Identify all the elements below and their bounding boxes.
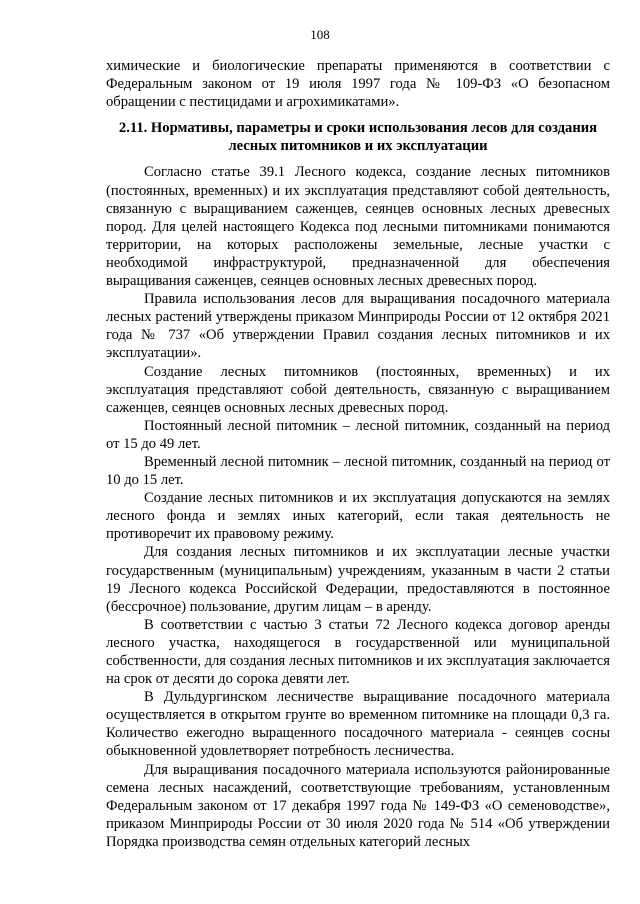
paragraph: Правила использования лесов для выращивания посадочного материала лесных растений утверждены приказом Минприроды России от 12 октября 2021 года № 737 «Об утверждении Правил создания лесных питомников и их эксплуатации». (106, 291, 610, 362)
paragraph: Для выращивания посадочного материала используются районированные семена лесных насаждений, соответствующие требованиям, установленным Федеральным законом от 17 декабря 1997 года № 149-ФЗ «О семеноводстве», приказом Минприроды России от 30 июля 2020 года № 514 «Об утверждении Порядка производства семян отдельных категорий лесных (106, 761, 610, 850)
paragraph: Временный лесной питомник – лесной питомник, созданный на период от 10 до 15 лет. (106, 453, 610, 489)
paragraph: Для создания лесных питомников и их эксплуатации лесные участки государственным (муниципальным) учреждениям, указанным в части 2 статьи 19 Лесного кодекса Российской Федерации, предоставляются в постоянное (бессрочное) пользование, другим лицам – в аренду. (106, 544, 610, 615)
paragraph: В соответствии с частью 3 статьи 72 Лесного кодекса договор аренды лесного участка, находящегося в государственной или муниципальной собственности, для создания лесных питомников и их эксплуатация заключается на срок от десяти до сорока девяти лет. (106, 616, 610, 688)
paragraph: Согласно статье 39.1 Лесного кодекса, создание лесных питомников (постоянных, временных) и их эксплуатация представляют собой деятельность, связанную с выращиванием саженцев, сеянцев основных лесных древесных пород. Для целей настоящего Кодекса под лесными питомниками понимаются территории, на которых расположены земельные, лесные участки с необходимой инфраструктурой, предназначенной для обеспечения выращивания саженцев, сеянцев основных лесных древесных пород. (106, 164, 610, 290)
paragraph: Постоянный лесной питомник – лесной питомник, созданный на период от 15 до 49 лет. (106, 417, 610, 452)
paragraph: В Дульдургинском лесничестве выращивание посадочного материала осуществляется в открытом грунте во временном питомнике на площади 0,3 га. Количество ежегодно выращенного посадочного материала - сеянцев сосны обыкновенной удовлетворяет потребность лесничества. (106, 689, 610, 760)
paragraph: Создание лесных питомников (постоянных, временных) и их эксплуатация представляют собой деятельность, связанную с выращиванием саженцев, сеянцев основных лесных древесных пород. (106, 363, 610, 416)
section-heading: 2.11. Нормативы, параметры и сроки использования лесов для создания лесных питомников и их эксплуатации (118, 120, 598, 155)
intro-paragraph: химические и биологические препараты применяются в соответствии с Федеральным законом от 19 июля 1997 года № 109-ФЗ «О безопасном обращении с пестицидами и агрохимикатами». (106, 58, 610, 111)
page-number: 108 (310, 27, 330, 42)
page-content (106, 57, 610, 851)
paragraph: Создание лесных питомников и их эксплуатация допускаются на землях лесного фонда и землях иных категорий, если такая деятельность не противоречит их правовому режиму. (106, 490, 610, 543)
